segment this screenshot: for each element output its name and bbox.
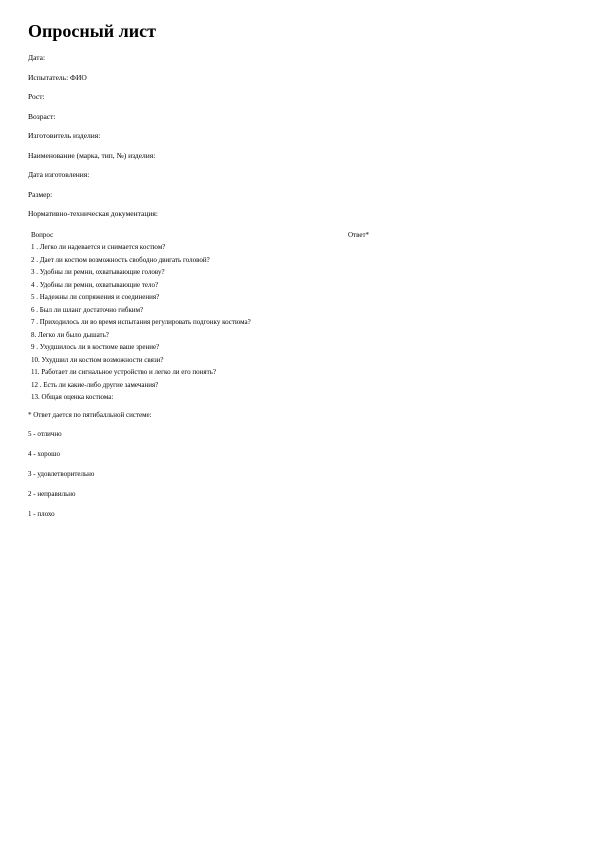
field-age: Возраст: <box>28 111 56 121</box>
table-row <box>28 304 368 317</box>
answer-cell <box>348 241 368 254</box>
questionnaire-page <box>28 20 568 529</box>
table-row <box>28 366 368 379</box>
scale-item: 1 - плохо <box>28 509 55 518</box>
field-date: Дата: <box>28 53 46 62</box>
field-documentation: Нормативно-техническая документация: <box>28 209 158 218</box>
answer-cell <box>348 279 368 292</box>
field-tester: Испытатель: ФИО <box>28 72 87 82</box>
answer-cell <box>348 341 368 354</box>
table-row <box>28 241 368 254</box>
question-text: 3 . Удобны ли ремни, охватывающие голову? <box>31 268 165 276</box>
answer-cell <box>348 329 368 342</box>
question-text: 4 . Удобны ли ремни, охватывающие тело? <box>31 280 159 289</box>
answer-cell <box>348 316 368 329</box>
question-text: 10. Ухудшил ли костюм возможности связи? <box>31 355 164 364</box>
scale-item: 3 - удовлетворительно <box>28 469 95 478</box>
question-text: 12 . Есть ли какие-либо другие замечания? <box>31 380 159 389</box>
question-text: 1 . Легко ли надевается и снимается костюм? <box>31 243 166 251</box>
answer-cell <box>348 354 368 367</box>
answer-cell <box>348 366 368 379</box>
question-text: 5 . Надежны ли сопряжения и соединения? <box>31 293 160 301</box>
question-text: 9 . Ухудшилось ли в костюме ваше зрение? <box>31 343 160 351</box>
answer-cell <box>348 254 368 267</box>
answer-cell <box>348 379 368 392</box>
questions-table <box>28 229 368 404</box>
header-fields <box>28 53 568 219</box>
question-text: 11. Работает ли сигнальное устройство и легко ли его понять? <box>31 368 216 376</box>
table-row <box>28 391 368 404</box>
table-row <box>28 379 368 392</box>
answer-column-header: Ответ* <box>348 230 370 239</box>
answer-cell <box>348 266 368 279</box>
table-header <box>28 229 368 242</box>
field-size: Размер: <box>28 189 53 199</box>
table-row <box>28 279 368 292</box>
rating-note: * Ответ дается по пятибалльной системе: <box>28 410 152 419</box>
table-row <box>28 266 368 279</box>
scale-item: 4 - хорошо <box>28 449 60 458</box>
question-text: 13. Общая оценка костюма: <box>31 393 114 401</box>
answer-cell <box>348 291 368 304</box>
question-text: 2 . Дает ли костюм возможность свободно двигать головой? <box>31 255 210 264</box>
table-row <box>28 341 368 354</box>
field-product-name: Наименование (марка, тип, №) изделия: <box>28 150 156 160</box>
table-row <box>28 329 368 342</box>
scale-item: 5 - отлично <box>28 429 62 438</box>
field-manufacture-date: Дата изготовления: <box>28 170 90 179</box>
answer-cell <box>348 391 368 404</box>
question-text: 6 . Был ли шланг достаточно гибким? <box>31 305 144 314</box>
table-row <box>28 291 368 304</box>
answer-cell <box>348 304 368 317</box>
question-column-header: Вопрос <box>31 230 54 239</box>
field-manufacturer: Изготовитель изделия: <box>28 131 101 140</box>
scale-item: 2 - неправильно <box>28 489 76 498</box>
rating-scale <box>28 429 568 519</box>
question-text: 8. Легко ли было дышать? <box>31 330 109 339</box>
page-title: Опросный лист <box>28 21 156 41</box>
table-row <box>28 354 368 367</box>
table-row <box>28 254 368 267</box>
question-text: 7 . Приходилось ли во время испытания регулировать подгонку костюма? <box>31 318 251 326</box>
field-height: Рост: <box>28 92 45 101</box>
table-row <box>28 316 368 329</box>
